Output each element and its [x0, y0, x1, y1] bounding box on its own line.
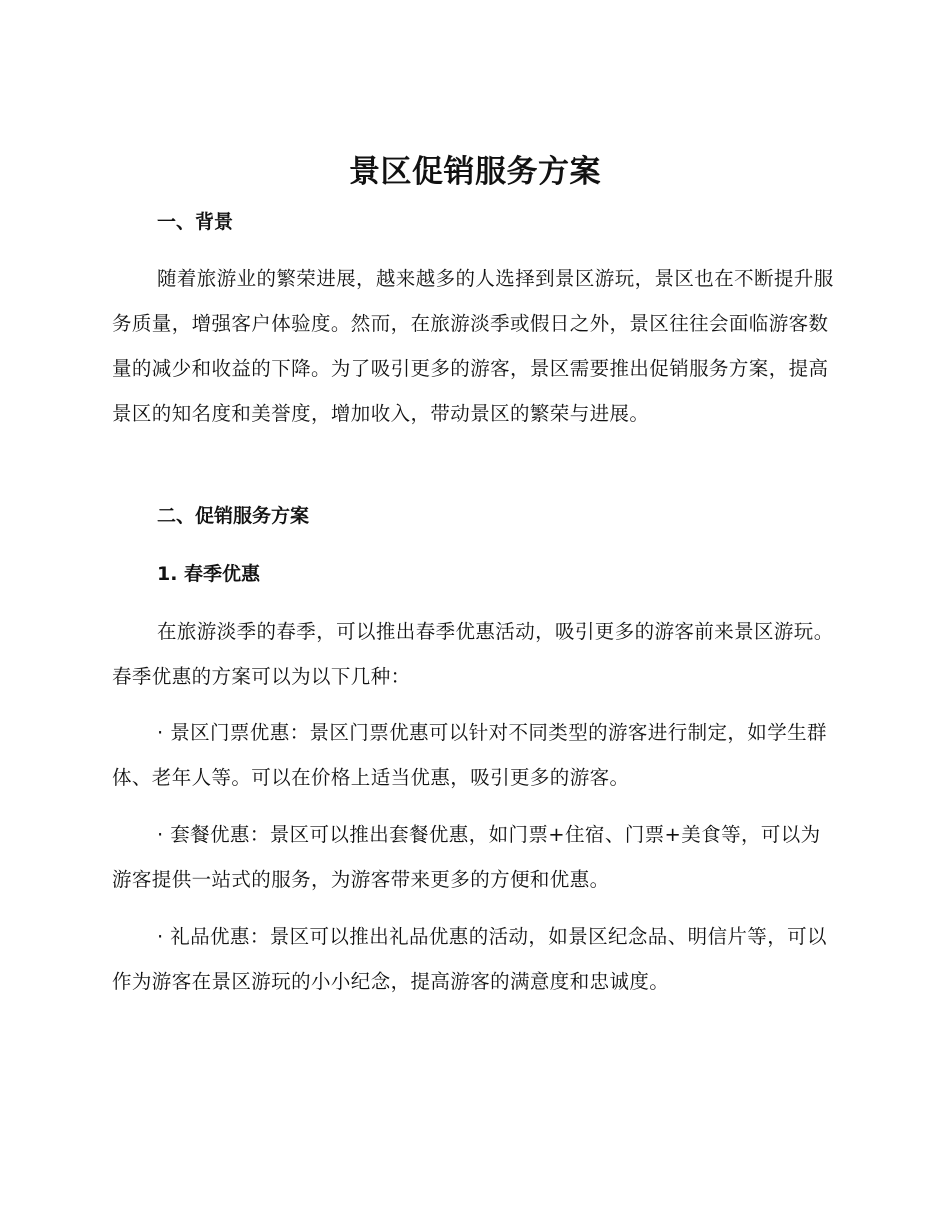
subsection-heading-spring-discount: 1. 春季优惠: [157, 563, 261, 585]
spring-intro-paragraph: 在旅游淡季的春季，可以推出春季优惠活动，吸引更多的游客前来景区游玩。春季优惠的方案可以为以下几种：: [112, 620, 834, 688]
package-discount-item: · 套餐优惠：景区可以推出套餐优惠，如门票+住宿、门票+美食等，可以为游客提供一站式的服务，为游客带来更多的方便和优惠。: [112, 823, 821, 891]
ticket-discount-item: · 景区门票优惠：景区门票优惠可以针对不同类型的游客进行制定，如学生群体、老年人等。可以在价格上适当优惠，吸引更多的游客。: [112, 721, 827, 789]
section-heading-background: 一、背景: [157, 211, 234, 233]
section-heading-promotion-plan: 二、促销服务方案: [157, 505, 310, 527]
gift-discount-item: · 礼品优惠：景区可以推出礼品优惠的活动，如景区纪念品、明信片等，可以作为游客在景区游玩的小小纪念，提高游客的满意度和忠诚度。: [112, 925, 827, 993]
background-paragraph: 随着旅游业的繁荣进展，越来越多的人选择到景区游玩，景区也在不断提升服务质量，增强客户体验度。然而，在旅游淡季或假日之外，景区往往会面临游客数量的减少和收益的下降。为了吸引更多的游客，景区需要推出促销服务方案，提高景区的知名度和美誉度，增加收入，带动景区的繁荣与进展。: [112, 267, 834, 425]
document-title: 景区促销服务方案: [349, 154, 601, 190]
